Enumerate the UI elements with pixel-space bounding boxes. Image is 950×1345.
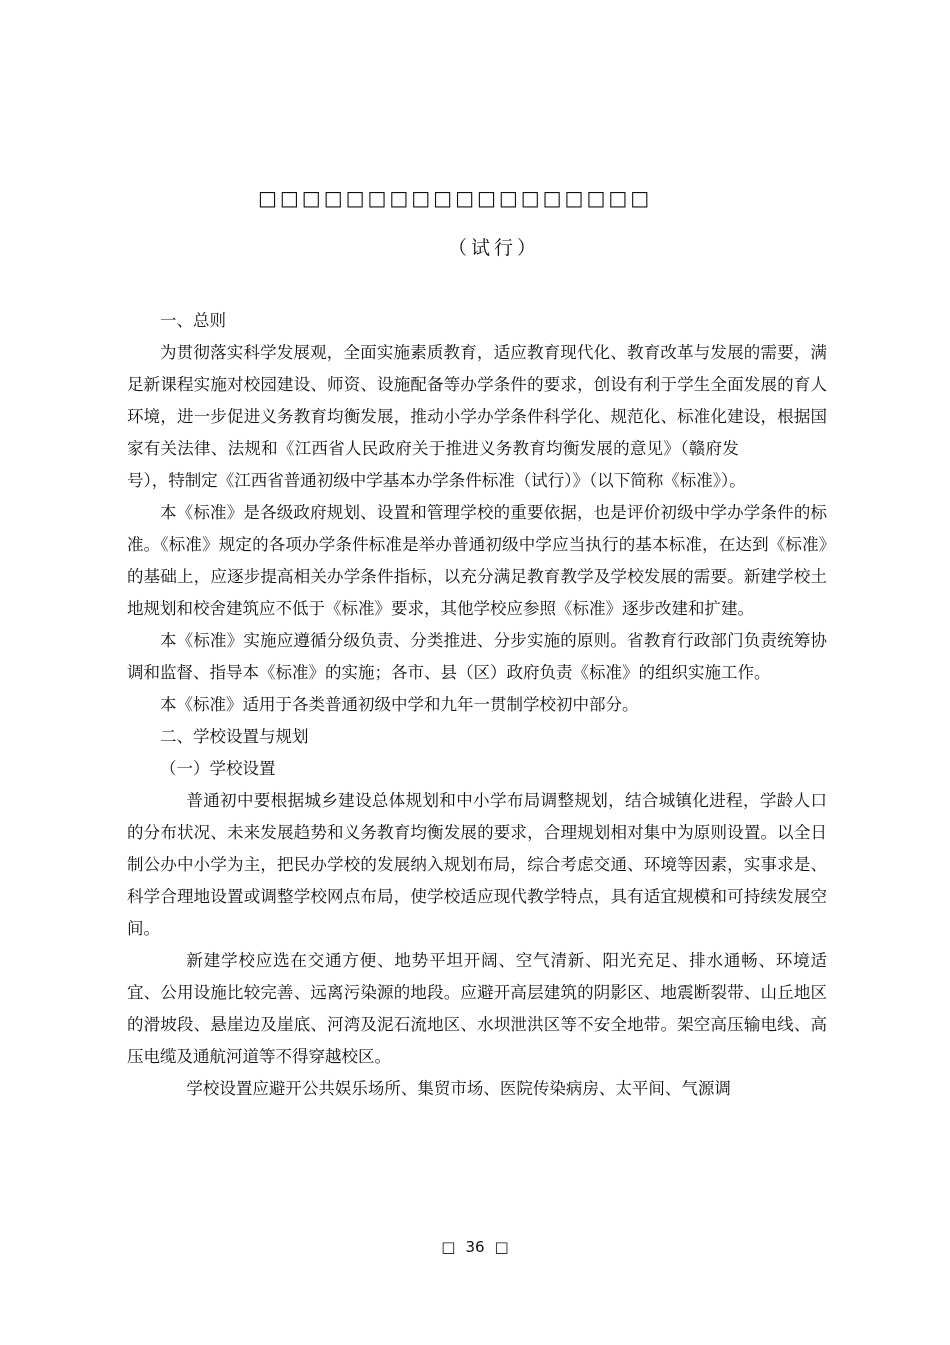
paragraph-scope: 本《标准》适用于各类普通初级中学和九年一贯制学校初中部分。 [160,695,639,714]
paragraph-implementation: 本《标准》实施应遵循分级负责、分类推进、分步实施的原则。省教育行政部门负责统筹协调和监督、指导本《标准》的实施；各市、县（区）政府负责《标准》的组织实施工作。 [127,631,827,682]
paragraph-purpose [127,337,827,497]
paragraph-setting-principle: 普通初中要根据城乡建设总体规划和中小学布局调整规划，结合城镇化进程，学龄人口的分布状况、未来发展趋势和义务教育均衡发展的要求，合理规划相对集中为原则设置。以全日制公办中小学为主，把民办学校的发展纳入规划布局，综合考虑交通、环境等因素，实事求是、科学合理地设置或调整学校网点布局，使学校适应现代教学特点，具有适宜规模和可持续发展空间。 [127,791,827,938]
document-subtitle: （试行） [448,237,541,259]
section-heading-general: 一、总则 [160,311,226,330]
paragraph-site-selection: 新建学校应选在交通方便、地势平坦开阔、空气清新、阳光充足、排水通畅、环境适宜、公用设施比较完善、远离污染源的地段。应避开高层建筑的阴影区、地震断裂带、山丘地区的滑坡段、悬崖边及崖底、河湾及泥石流地区、水坝泄洪区等不安全地带。架空高压输电线、高压电缆及通航河道等不得穿越校区。 [127,951,827,1066]
page-number: 36 [465,1238,485,1256]
paragraph-purpose-part1: 为贯彻落实科学发展观，全面实施素质教育，适应教育现代化、教育改革与发展的需要，满足新课程实施对校园建设、师资、设施配备等办学条件的要求，创设有利于学生全面发展的育人环境，进一步促进义务教育均衡发展，推动小学办学条件科学化、规范化、标准化建设，根据国家有关法律、法规和《江西省人民政府关于推进义务教育均衡发展的意见》（赣府发 [127,343,827,458]
document-title: □□□□□□□□□□□□□□□□□□ [258,186,653,210]
document-body [127,305,827,1105]
subsection-heading-setting: （一）学校设置 [160,759,276,778]
paragraph-purpose-part2: 号），特制定《江西省普通初级中学基本办学条件标准（试行）》（以下简称《标准》）。 [127,471,746,490]
footer-right-mark: □ [494,1238,509,1256]
footer-left-mark: □ [441,1238,456,1256]
section-heading-planning: 二、学校设置与规划 [160,727,309,746]
paragraph-basis: 本《标准》是各级政府规划、设置和管理学校的重要依据，也是评价初级中学办学条件的标准。《标准》规定的各项办学条件标准是举办普通初级中学应当执行的基本标准，在达到《标准》的基础上，应逐步提高相关办学条件指标，以充分满足教育教学及学校发展的需要。新建学校土地规划和校舍建筑应不低于《标准》要求，其他学校应参照《标准》逐步改建和扩建。 [127,503,827,618]
page-footer [0,1238,950,1256]
paragraph-avoidance: 学校设置应避开公共娱乐场所、集贸市场、医院传染病房、太平间、气源调 [186,1079,731,1098]
